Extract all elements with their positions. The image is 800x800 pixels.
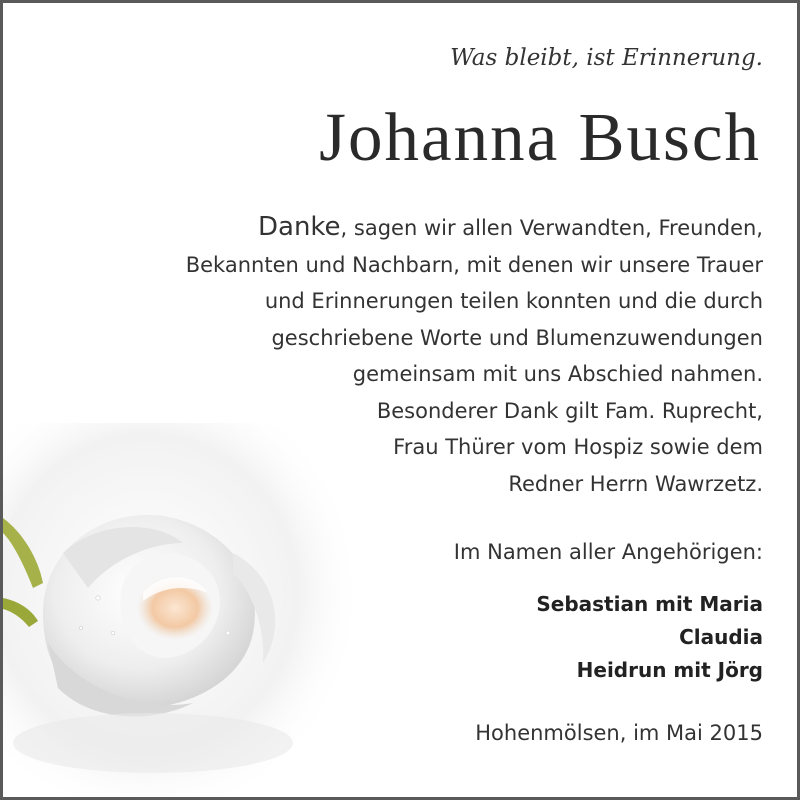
mourner-name: Claudia (679, 625, 763, 649)
thanks-line: und Erinnerungen teilen konnten und die durch (264, 289, 763, 313)
on-behalf-text: Im Namen aller Angehörigen: (453, 540, 763, 564)
mourner-name: Heidrun mit Jörg (576, 658, 763, 682)
thanks-line: Besonderer Dank gilt Fam. Ruprecht, (376, 398, 763, 423)
thanks-first-word: Danke (257, 212, 341, 242)
mourners-list (536, 588, 763, 687)
thanks-first-rest: , sagen wir allen Verwandten, Freunden, (340, 216, 763, 240)
deceased-name: Johanna Busch (319, 99, 761, 175)
place-and-date: Hohenmölsen, im Mai 2015 (475, 721, 763, 745)
thanks-line (186, 209, 763, 247)
thanks-line: geschriebene Worte und Blumenzuwendungen (271, 325, 763, 350)
motto-quote: Was bleibt, ist Erinnerung. (450, 45, 763, 71)
thanks-line: Bekannten und Nachbarn, mit denen wir unsere Trauer (185, 252, 763, 277)
thanks-line: gemeinsam mit uns Abschied nahmen. (352, 362, 763, 386)
thanks-text (186, 209, 763, 502)
thanks-line: Redner Herrn Wawrzetz. (508, 471, 763, 496)
mourner-name: Sebastian mit Maria (536, 592, 763, 616)
thanks-line: Frau Thürer vom Hospiz sowie dem (393, 435, 763, 459)
